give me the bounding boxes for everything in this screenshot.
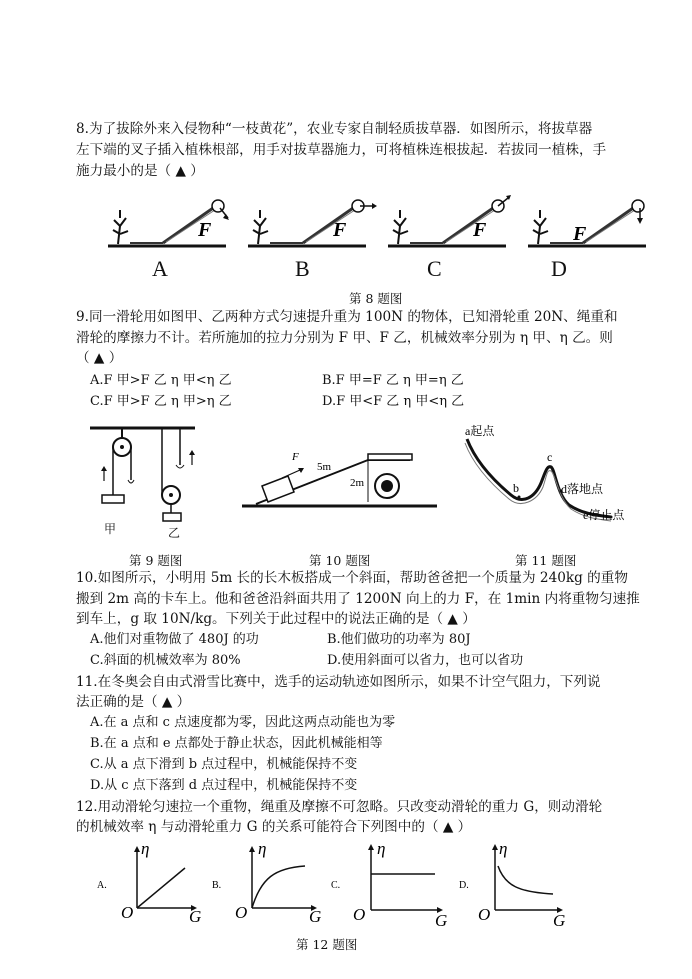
- q10-line-3: 到车上，g 取 10N/kg。下列关于此过程中的说法正确的是（ ▲ ）: [76, 611, 476, 627]
- q8-option-D-label: D: [551, 256, 567, 281]
- q12-graph-D-origin: O: [478, 905, 491, 924]
- q8-option-B-label: B: [295, 256, 310, 281]
- q9-option-A: A.F 甲>F 乙 η 甲<η 乙: [90, 373, 232, 388]
- q8-force-label-D: F: [573, 223, 587, 245]
- q10-force-label: F: [292, 451, 299, 463]
- q10-height-label: 2m: [350, 477, 365, 489]
- q11-label-d: d落地点: [561, 482, 604, 496]
- q12-graph-D: [459, 839, 565, 930]
- weeder-D-illustration: [528, 200, 646, 246]
- q8-option-A-label: A: [152, 256, 168, 281]
- q8-force-label-C: F: [473, 219, 487, 241]
- q12-caption: 第 12 题图: [296, 937, 358, 952]
- q10-option-B: B.他们做功的功率为 80J: [327, 632, 471, 647]
- q11-label-a: a起点: [465, 424, 495, 438]
- q11-caption: 第 11 题图: [515, 553, 577, 568]
- q11-label-c: c: [547, 450, 553, 464]
- q10-option-C: C.斜面的机械效率为 80%: [90, 653, 241, 668]
- q12-graph-A-G: G: [189, 907, 202, 926]
- q11-option-D: D.从 c 点下落到 d 点过程中，机械能保持不变: [90, 778, 358, 793]
- q12-graph-B-eta: η: [258, 839, 267, 858]
- q9-label-yi: 乙: [168, 526, 181, 540]
- q9-line-2: 滑轮的摩擦力不计。若所施加的拉力分别为 F 甲、F 乙，机械效率分别为 η 甲、η 乙。则: [76, 330, 613, 346]
- q10-line-2: 搬到 2m 高的卡车上。他和爸爸沿斜面共用了 1200N 向上的力 F，在 1min 内将重物匀速推: [76, 591, 640, 607]
- q12-graph-C-origin: O: [353, 905, 366, 924]
- q11-ski-track-figure: [463, 425, 633, 525]
- q12-graph-A-label: A.: [97, 880, 107, 891]
- q12-graph-B-origin: O: [235, 903, 248, 922]
- q11-option-C: C.从 a 点下滑到 b 点过程中，机械能保持不变: [90, 757, 358, 772]
- q12-graph-C-G: G: [435, 911, 448, 930]
- q10-option-D: D.使用斜面可以省力，也可以省功: [327, 653, 524, 668]
- q8-line-1: 8.为了拔除外来入侵物种“一枝黄花”，农业专家自制轻质拔草器．如图所示，将拔草器: [76, 121, 593, 137]
- q9-line-1: 9.同一滑轮用如图甲、乙两种方式匀速提升重为 100N 的物体，已知滑轮重 20N、绳重和: [76, 309, 618, 325]
- q11-label-e: e停止点: [583, 508, 625, 522]
- q9-label-jia: 甲: [104, 522, 117, 536]
- q9-caption: 第 9 题图: [129, 553, 183, 568]
- q12-graph-B-label: B.: [212, 880, 222, 891]
- q8-option-C-label: C: [427, 256, 442, 281]
- q11-line-1: 11.在冬奥会自由式滑雪比赛中，选手的运动轨迹如图所示，如果不计空气阻力，下列说: [76, 674, 601, 690]
- q10-incline-figure: [242, 438, 442, 518]
- weeder-B-illustration: [248, 200, 377, 246]
- q9-option-B: B.F 甲=F 乙 η 甲=η 乙: [322, 373, 464, 388]
- q12-line-2: 的机械效率 η 与动滑轮重力 G 的关系可能符合下列图中的（ ▲ ）: [76, 819, 472, 835]
- q8-caption: 第 8 题图: [349, 291, 403, 306]
- q12-graph-A-eta: η: [141, 839, 150, 858]
- q9-option-C: C.F 甲>F 乙 η 甲>η 乙: [90, 394, 232, 409]
- q8-force-label-A: F: [198, 219, 212, 241]
- q9-line-3: （ ▲ ）: [76, 350, 123, 366]
- q12-graph-D-eta: η: [499, 839, 508, 858]
- q11-option-B: B.在 a 点和 e 点都处于静止状态，因此机械能相等: [90, 736, 383, 751]
- q12-graph-C-eta: η: [377, 839, 386, 858]
- q12-graph-B: [212, 839, 321, 926]
- q11-option-A: A.在 a 点和 c 点速度都为零，因此这两点动能也为零: [90, 715, 396, 730]
- q10-caption: 第 10 题图: [309, 553, 371, 568]
- q10-length-label: 5m: [317, 461, 332, 473]
- q8-line-3: 施力最小的是（ ▲ ）: [76, 163, 204, 179]
- q12-graph-A: [97, 839, 201, 926]
- q12-graph-B-G: G: [309, 907, 322, 926]
- q9-option-D: D.F 甲<F 乙 η 甲<η 乙: [322, 394, 465, 409]
- q12-graph-D-label: D.: [459, 880, 469, 891]
- q11-label-b: b: [513, 481, 519, 495]
- q12-graph-D-G: G: [553, 911, 566, 930]
- q10-line-1: 10.如图所示，小明用 5m 长的长木板搭成一个斜面，帮助爸爸把一个质量为 240kg 的重物: [76, 570, 628, 586]
- q8-line-2: 左下端的叉子插入植株根部，用手对拔草器施力，可将植株连根拔起．若拔同一植株，手: [76, 142, 607, 158]
- q12-graph-C: [331, 839, 447, 930]
- q8-figure: [100, 196, 692, 256]
- q10-option-A: A.他们对重物做了 480J 的功: [90, 632, 259, 647]
- q12-graph-C-label: C.: [331, 880, 341, 891]
- q12-line-1: 12.用动滑轮匀速拉一个重物，绳重及摩擦不可忽略。只改变动滑轮的重力 G，则动滑轮: [76, 799, 603, 815]
- q8-force-label-B: F: [333, 219, 347, 241]
- q12-graphs: [95, 838, 595, 928]
- weeder-C-illustration: [388, 195, 511, 246]
- q11-line-2: 法正确的是（ ▲ ）: [76, 694, 191, 710]
- q12-graph-A-origin: O: [121, 903, 134, 922]
